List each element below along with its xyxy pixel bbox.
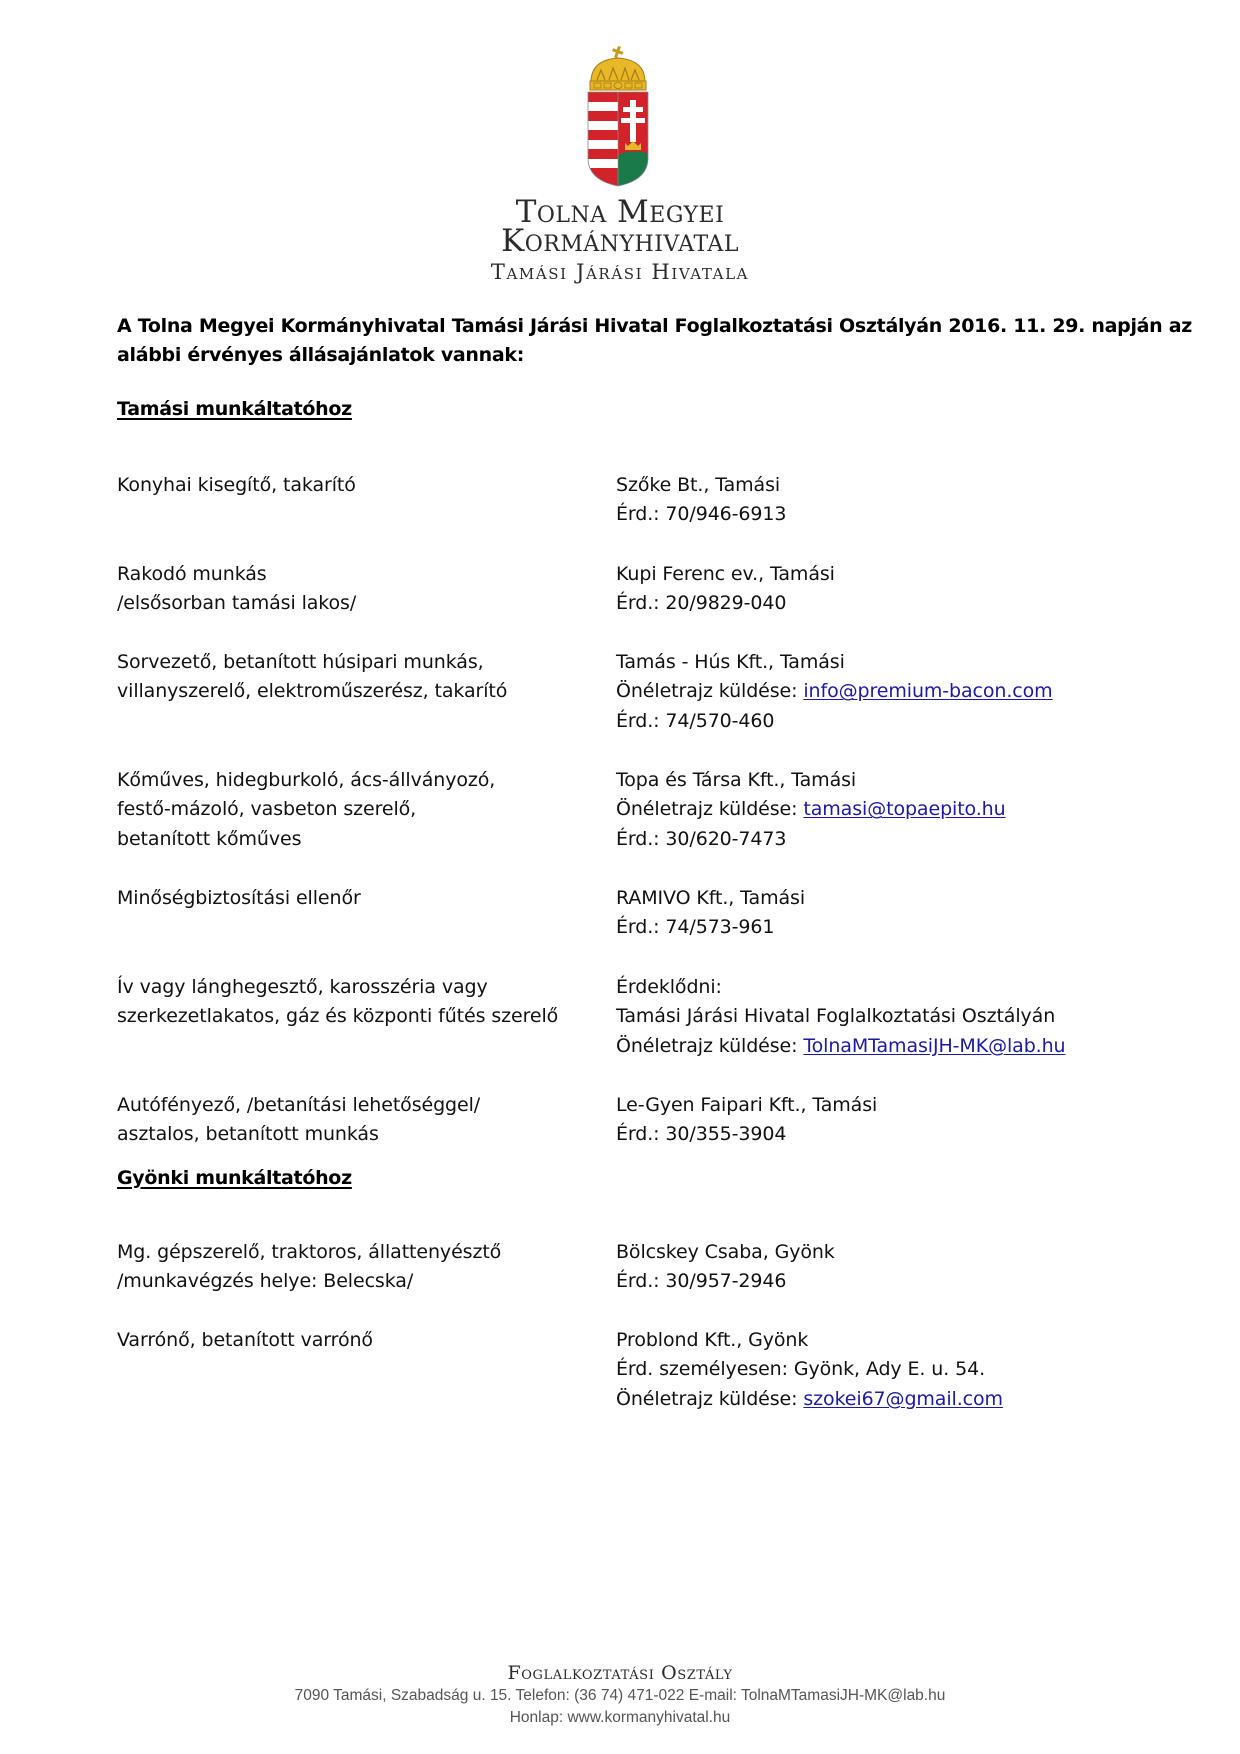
job-title (117, 1091, 480, 1150)
job-title (117, 560, 356, 619)
section-title-tamasi: Tamási munkáltatóhoz (117, 398, 352, 420)
email-link[interactable]: TolnaMTamasiJH-MK@lab.hu (803, 1034, 1066, 1057)
job-line: Mg. gépszerelő, traktoros, állattenyésztő (117, 1241, 502, 1263)
contact-line: Érd.: 30/355-3904 (616, 1123, 787, 1146)
job-title (117, 1238, 501, 1297)
employer-contact (616, 973, 1065, 1061)
intro-line: A Tolna Megyei Kormányhivatal Tamási Járási Hivatal Foglalkoztatási Osztályán 2016. 11. 29. napján az (117, 315, 1192, 337)
job-title (117, 471, 356, 500)
contact-line: Érd.: 74/570-460 (616, 709, 775, 732)
cv-label: Önéletrajz küldése: (616, 1387, 804, 1410)
employer-contact (616, 471, 786, 530)
job-line: Kőműves, hidegburkoló, ács-állványozó, (117, 769, 496, 791)
contact-line: Problond Kft., Gyönk (616, 1329, 809, 1351)
contact-line: Érd.: 70/946-6913 (616, 503, 787, 526)
job-line: Ív vagy lánghegesztő, karosszéria vagy (117, 976, 488, 998)
contact-line: Tamás - Hús Kft., Tamási (616, 651, 845, 673)
contact-line: Le-Gyen Faipari Kft., Tamási (616, 1094, 878, 1116)
footer-department-title: Foglalkoztatási Osztály (507, 1662, 733, 1684)
contact-line: Bölcskey Csaba, Gyönk (616, 1241, 835, 1263)
employer-contact (616, 1238, 835, 1297)
job-line: festő-mázoló, vasbeton szerelő, (117, 798, 417, 821)
footer-website: Honlap: www.kormanyhivatal.hu (509, 1709, 731, 1726)
contact-line: Érd.: 30/620-7473 (616, 827, 787, 850)
job-line: villanyszerelő, elektroműszerész, takarító (117, 680, 508, 703)
job-line: szerkezetlakatos, gáz és központi fűtés szerelő (117, 1005, 559, 1028)
footer-address: 7090 Tamási, Szabadság u. 15. Telefon: (36 74) 471-022 E-mail: TolnaMTamasiJH-MK@lab.hu (294, 1687, 946, 1704)
crown-cross-icon (612, 46, 623, 58)
contact-line: Érdeklődni: (616, 976, 722, 998)
employer-contact (616, 560, 835, 619)
cv-label: Önéletrajz küldése: (616, 680, 804, 703)
job-line: Minőségbiztosítási ellenőr (117, 887, 361, 909)
job-title (117, 884, 361, 913)
section-title-gyonki: Gyönki munkáltatóhoz (117, 1167, 352, 1189)
job-line: asztalos, betanított munkás (117, 1123, 379, 1146)
contact-line (616, 677, 1053, 706)
email-link[interactable]: tamasi@topaepito.hu (803, 798, 1006, 821)
job-line: Varrónő, betanított varrónő (117, 1329, 373, 1351)
contact-line: Kupi Ferenc ev., Tamási (616, 563, 835, 585)
job-line: Autófényező, /betanítási lehetőséggel/ (117, 1094, 481, 1116)
email-link[interactable]: szokei67@gmail.com (803, 1387, 1003, 1410)
contact-line: Érd. személyesen: Gyönk, Ady E. u. 54. (616, 1358, 986, 1381)
email-link[interactable]: info@premium-bacon.com (803, 680, 1053, 703)
job-line: Rakodó munkás (117, 563, 267, 585)
intro-heading (117, 312, 1192, 370)
job-line: Konyhai kisegítő, takarító (117, 474, 356, 496)
contact-line: RAMIVO Kft., Tamási (616, 887, 806, 909)
org-name-line1: Tolna Megyei (515, 194, 725, 230)
contact-line (616, 1385, 1003, 1414)
shield-icon (588, 92, 648, 188)
org-name-line2: Kormányhivatal (501, 223, 739, 259)
employer-contact (616, 648, 1053, 736)
contact-line: Topa és Társa Kft., Tamási (616, 769, 857, 791)
employer-contact (616, 766, 1006, 854)
job-title (117, 648, 507, 707)
job-title (117, 766, 495, 854)
cv-label: Önéletrajz küldése: (616, 798, 804, 821)
job-line: /elsősorban tamási lakos/ (117, 592, 357, 615)
employer-contact (616, 1091, 877, 1150)
job-title (117, 1326, 373, 1355)
job-line: betanított kőműves (117, 827, 302, 850)
cv-label: Önéletrajz küldése: (616, 1034, 804, 1057)
contact-line (616, 795, 1006, 824)
coat-of-arms-logo (585, 46, 651, 188)
contact-line: Tamási Járási Hivatal Foglalkoztatási Osztályán (616, 1005, 1056, 1028)
crown-icon (591, 58, 645, 82)
job-line: /munkavégzés helye: Belecska/ (117, 1270, 414, 1293)
contact-line: Szőke Bt., Tamási (616, 474, 781, 496)
contact-line: Érd.: 74/573-961 (616, 916, 775, 939)
job-title (117, 973, 558, 1032)
contact-line: Érd.: 30/957-2946 (616, 1270, 787, 1293)
intro-line: alábbi érvényes állásajánlatok vannak: (117, 344, 525, 366)
org-name-line3: Tamási Járási Hivatala (490, 260, 750, 284)
contact-line: Érd.: 20/9829-040 (616, 592, 787, 615)
employer-contact (616, 884, 805, 943)
contact-line (616, 1032, 1065, 1061)
job-line: Sorvezető, betanított húsipari munkás, (117, 651, 484, 673)
employer-contact (616, 1326, 1003, 1414)
